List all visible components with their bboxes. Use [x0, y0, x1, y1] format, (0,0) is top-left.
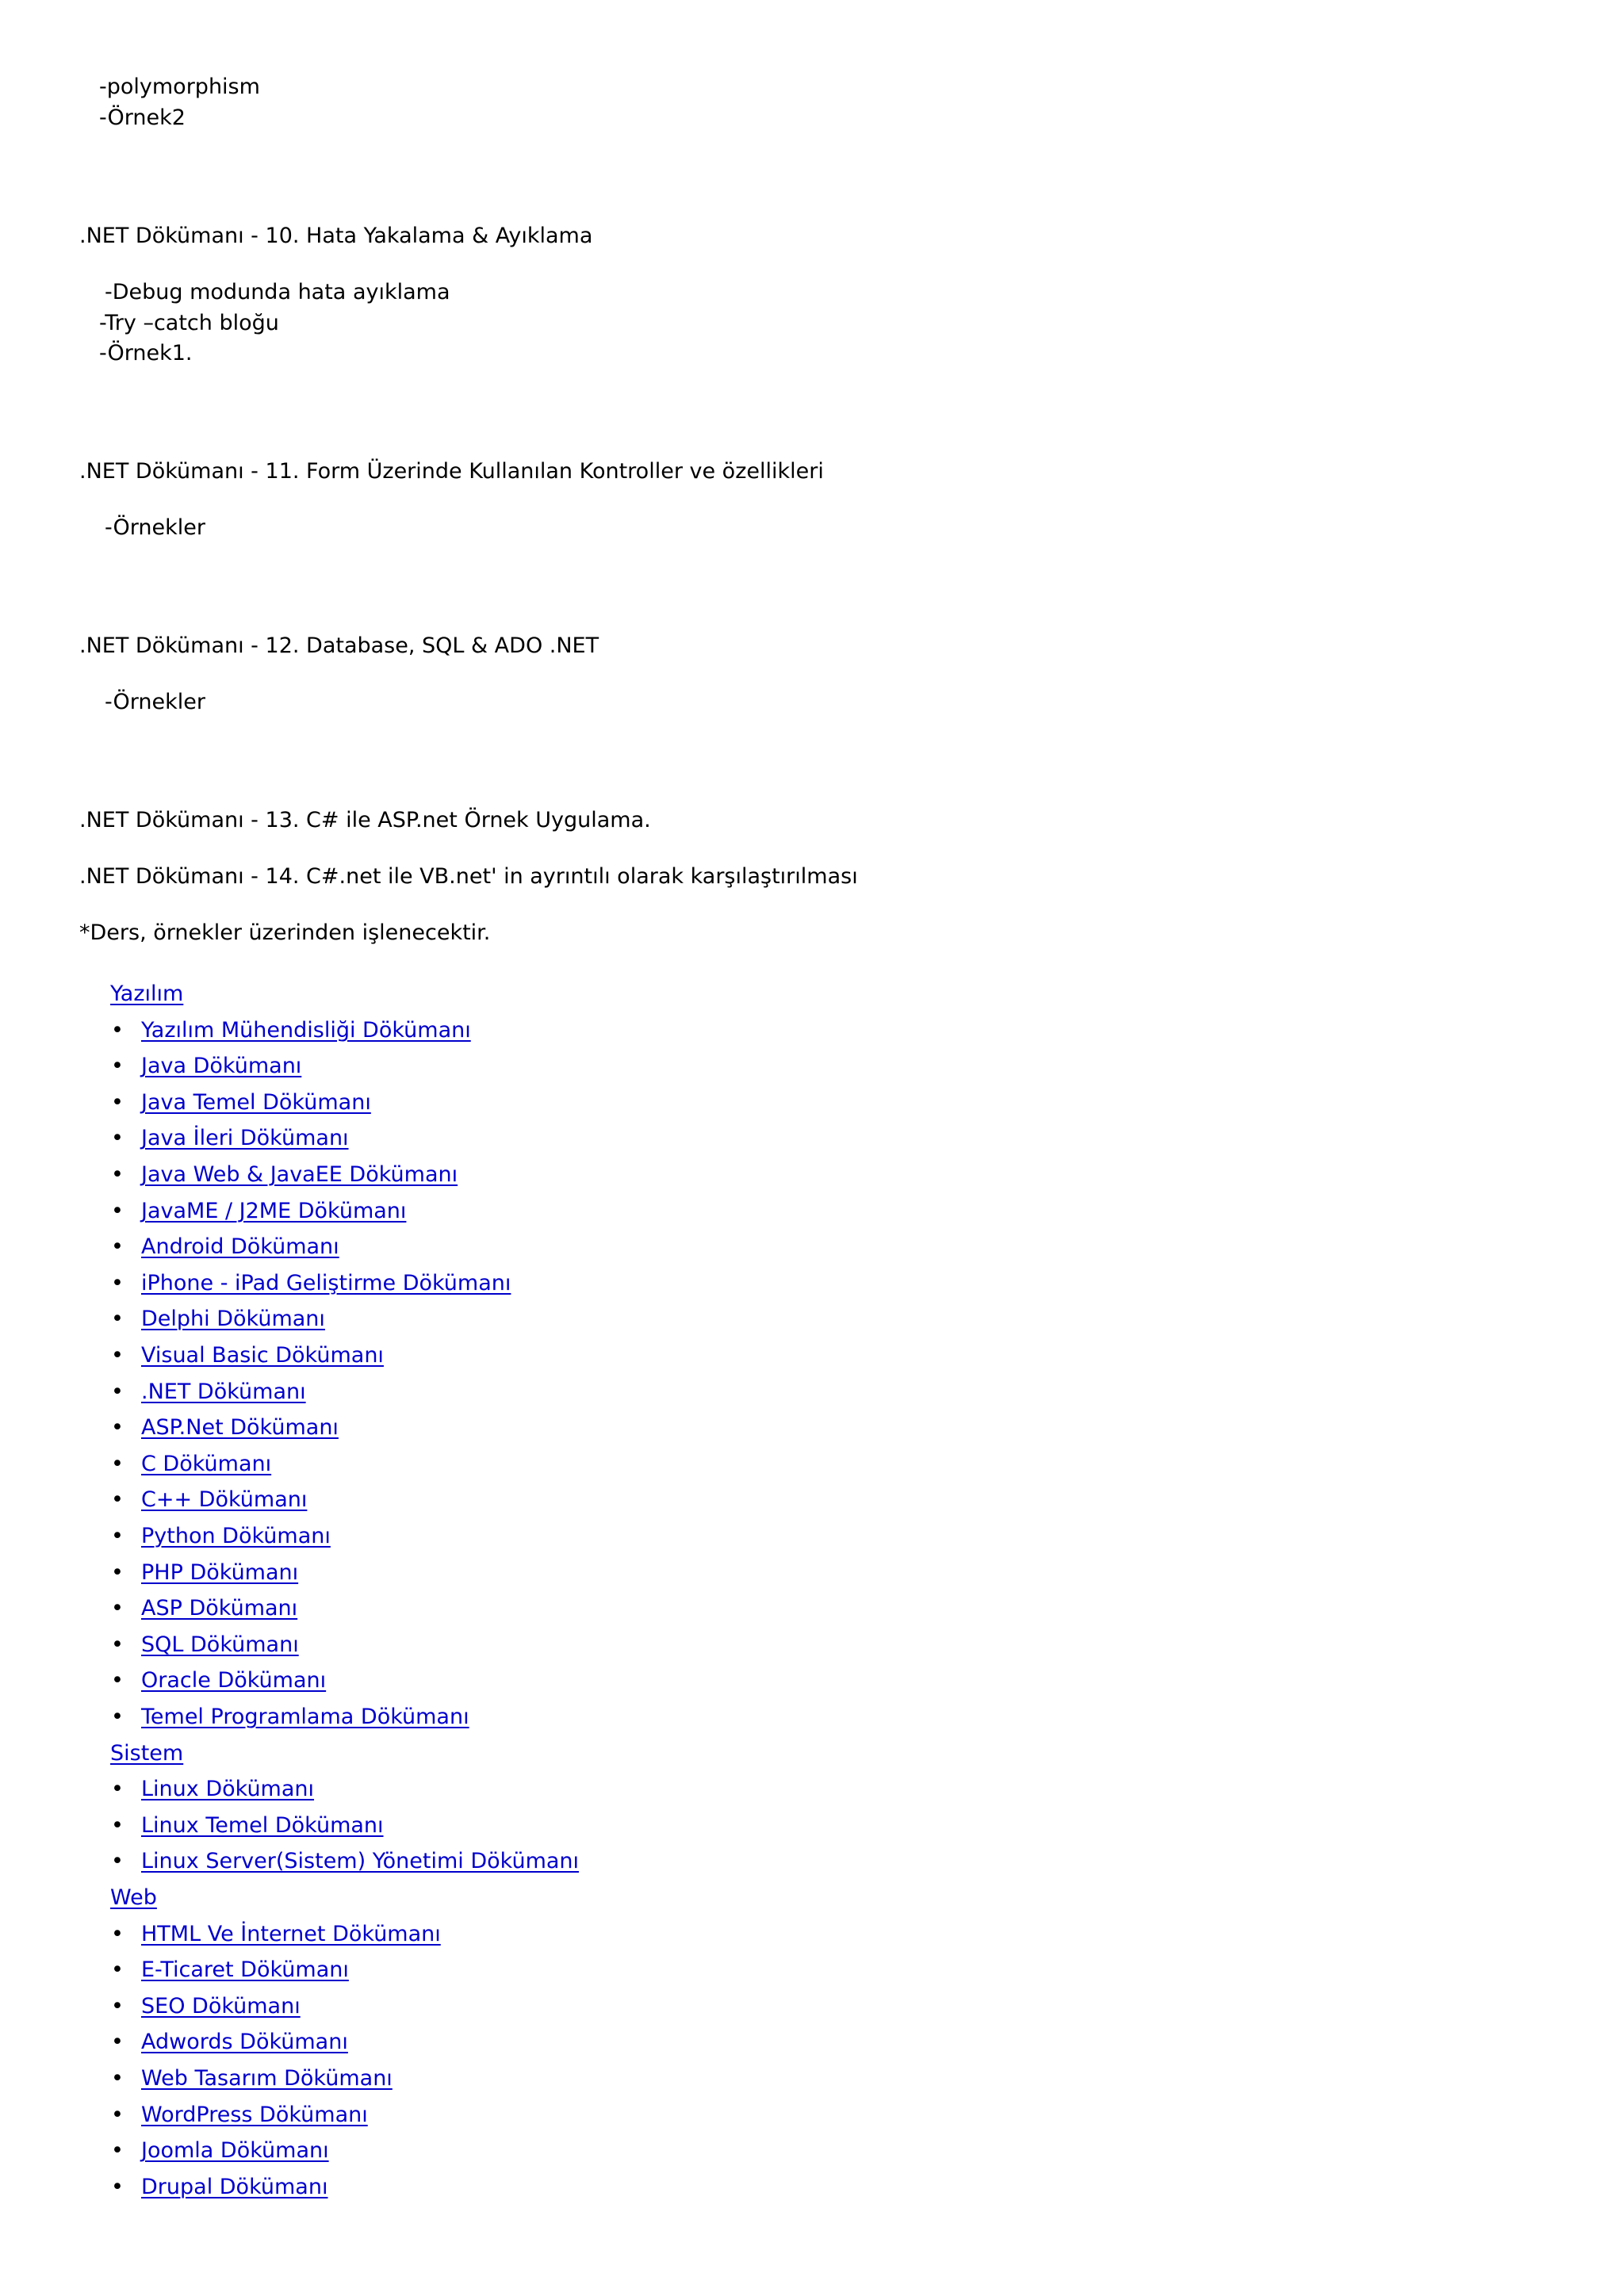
nav-link[interactable]: ASP Dökümanı	[141, 1596, 298, 1621]
list-bullet: •	[111, 1849, 124, 1873]
intro-line: -Örnek2	[99, 105, 186, 130]
list-bullet: •	[111, 1487, 124, 1512]
nav-link[interactable]: Oracle Dökümanı	[141, 1668, 327, 1693]
nav-link[interactable]: .NET Dökümanı	[141, 1380, 306, 1404]
section-heading: .NET Dökümanı - 11. Form Üzerinde Kullanılan Kontroller ve özellikleri	[79, 459, 824, 484]
list-bullet: •	[111, 1380, 124, 1404]
section-heading: .NET Dökümanı - 10. Hata Yakalama & Ayıklama	[79, 224, 593, 248]
list-bullet: •	[111, 1632, 124, 1657]
section-item: -Örnekler	[105, 515, 205, 540]
nav-group-title[interactable]: Yazılım	[110, 982, 184, 1006]
list-bullet: •	[111, 1560, 124, 1585]
nav-link[interactable]: ASP.Net Dökümanı	[141, 1415, 339, 1440]
nav-link[interactable]: Java Temel Dökümanı	[141, 1090, 371, 1115]
section-item: -Try –catch bloğu	[99, 311, 279, 335]
nav-link[interactable]: Linux Temel Dökümanı	[141, 1813, 384, 1838]
nav-link[interactable]: Yazılım Mühendisliği Dökümanı	[141, 1018, 471, 1043]
nav-link[interactable]: E-Ticaret Dökümanı	[141, 1957, 349, 1982]
nav-link[interactable]: HTML Ve İnternet Dökümanı	[141, 1922, 441, 1946]
nav-group-title[interactable]: Web	[110, 1885, 157, 1910]
list-bullet: •	[111, 2138, 124, 2163]
section-item: -Örnekler	[105, 690, 205, 714]
nav-link[interactable]: JavaME / J2ME Dökümanı	[141, 1199, 407, 1223]
section-item: -Örnek1.	[99, 341, 193, 365]
list-bullet: •	[111, 1994, 124, 2019]
list-bullet: •	[111, 1777, 124, 1801]
nav-link[interactable]: SQL Dökümanı	[141, 1632, 299, 1657]
section-heading: .NET Dökümanı - 12. Database, SQL & ADO .NET	[79, 633, 599, 658]
list-bullet: •	[111, 1271, 124, 1295]
nav-link[interactable]: Joomla Dökümanı	[141, 2138, 329, 2163]
list-bullet: •	[111, 1090, 124, 1115]
nav-group-title[interactable]: Sistem	[110, 1741, 184, 1766]
list-bullet: •	[111, 1922, 124, 1946]
list-bullet: •	[111, 2103, 124, 2127]
list-bullet: •	[111, 1018, 124, 1043]
nav-link[interactable]: Visual Basic Dökümanı	[141, 1343, 384, 1368]
nav-link[interactable]: Java Dökümanı	[141, 1054, 302, 1078]
section-heading: .NET Dökümanı - 13. C# ile ASP.net Örnek Uygulama.	[79, 808, 651, 832]
list-bullet: •	[111, 1813, 124, 1838]
list-bullet: •	[111, 1054, 124, 1078]
list-bullet: •	[111, 1415, 124, 1440]
section-item: -Debug modunda hata ayıklama	[105, 280, 450, 304]
nav-link[interactable]: Linux Server(Sistem) Yönetimi Dökümanı	[141, 1849, 580, 1873]
list-bullet: •	[111, 1162, 124, 1187]
list-bullet: •	[111, 1343, 124, 1368]
intro-line: -polymorphism	[99, 75, 260, 99]
list-bullet: •	[111, 1452, 124, 1476]
list-bullet: •	[111, 1705, 124, 1729]
nav-link[interactable]: C Dökümanı	[141, 1452, 272, 1476]
nav-link[interactable]: Linux Dökümanı	[141, 1777, 315, 1801]
list-bullet: •	[111, 2030, 124, 2054]
nav-link[interactable]: Temel Programlama Dökümanı	[141, 1705, 469, 1729]
list-bullet: •	[111, 1199, 124, 1223]
nav-link[interactable]: iPhone - iPad Geliştirme Dökümanı	[141, 1271, 511, 1295]
list-bullet: •	[111, 1596, 124, 1621]
lesson-note: *Ders, örnekler üzerinden işlenecektir.	[79, 920, 491, 945]
list-bullet: •	[111, 1524, 124, 1548]
nav-link[interactable]: Web Tasarım Dökümanı	[141, 2066, 393, 2091]
list-bullet: •	[111, 1234, 124, 1259]
nav-link[interactable]: Java İleri Dökümanı	[141, 1126, 349, 1150]
list-bullet: •	[111, 1307, 124, 1331]
section-heading: .NET Dökümanı - 14. C#.net ile VB.net' in ayrıntılı olarak karşılaştırılması	[79, 864, 858, 889]
nav-link[interactable]: C++ Dökümanı	[141, 1487, 308, 1512]
list-bullet: •	[111, 2175, 124, 2199]
list-bullet: •	[111, 1957, 124, 1982]
list-bullet: •	[111, 2066, 124, 2091]
nav-link[interactable]: Delphi Dökümanı	[141, 1307, 325, 1331]
nav-link[interactable]: Java Web & JavaEE Dökümanı	[141, 1162, 458, 1187]
nav-link[interactable]: PHP Dökümanı	[141, 1560, 299, 1585]
list-bullet: •	[111, 1668, 124, 1693]
nav-link[interactable]: Android Dökümanı	[141, 1234, 339, 1259]
nav-link[interactable]: Adwords Dökümanı	[141, 2030, 348, 2054]
list-bullet: •	[111, 1126, 124, 1150]
nav-link[interactable]: WordPress Dökümanı	[141, 2103, 368, 2127]
nav-link[interactable]: Drupal Dökümanı	[141, 2175, 328, 2199]
nav-link[interactable]: Python Dökümanı	[141, 1524, 331, 1548]
nav-link[interactable]: SEO Dökümanı	[141, 1994, 301, 2019]
